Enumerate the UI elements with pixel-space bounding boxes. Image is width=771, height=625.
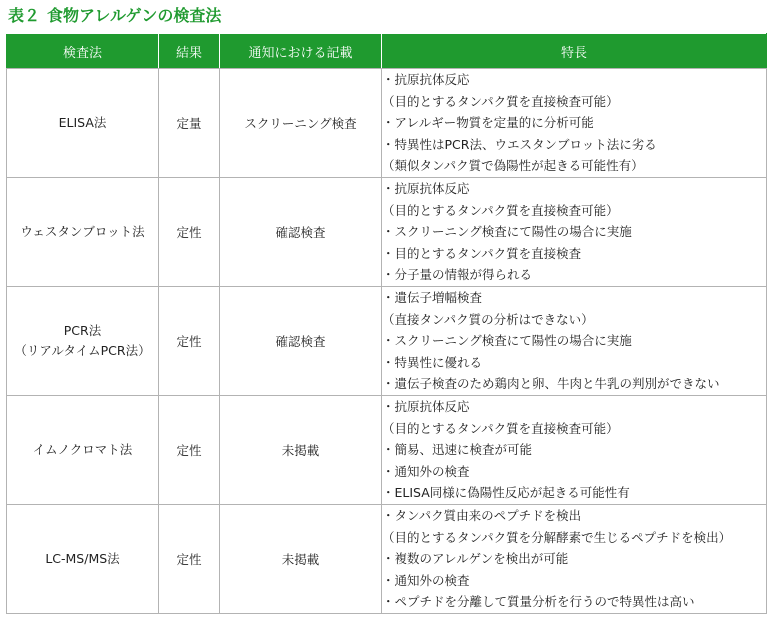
feature-item: ・分子量の情報が得られる xyxy=(382,267,533,283)
feature-item: ・スクリーニング検査にて陽性の場合に実施 xyxy=(382,333,632,349)
notice-cell: 確認検査 xyxy=(220,287,382,396)
table-title xyxy=(8,3,221,29)
feature-item: ・タンパク質由来のペプチドを検出 xyxy=(382,508,582,524)
features-cell xyxy=(382,178,767,287)
header-row xyxy=(7,34,767,69)
feature-item: （直接タンパク質の分析はできない） xyxy=(382,311,594,327)
notice-cell: スクリーニング検査 xyxy=(220,69,382,178)
feature-item: （目的とするタンパク質を直接検査可能） xyxy=(382,202,619,218)
table-title-text: 食物アレルゲンの検査法 xyxy=(47,6,222,25)
feature-item: ・目的とするタンパク質を直接検査 xyxy=(382,245,582,261)
feature-item: （目的とするタンパク質を分解酵素で生じるペプチドを検出） xyxy=(382,529,732,545)
method-cell xyxy=(7,178,159,287)
features-cell xyxy=(382,287,767,396)
method-cell xyxy=(7,396,159,505)
feature-item: ・抗原抗体反応 xyxy=(382,181,470,197)
method-name: イムノクロマト法 xyxy=(32,442,133,457)
feature-item: ・複数のアレルゲンを検出が可能 xyxy=(382,551,569,567)
table-number: 表２ xyxy=(8,6,41,25)
feature-item: ・特異性に優れる xyxy=(382,354,483,370)
result-cell: 定量 xyxy=(159,69,220,178)
notice-cell: 未掲載 xyxy=(220,505,382,614)
feature-item: ・通知外の検査 xyxy=(382,572,470,588)
feature-item: （目的とするタンパク質を直接検査可能） xyxy=(382,93,619,109)
table-row xyxy=(7,505,767,614)
features-cell xyxy=(382,69,767,178)
feature-item: （目的とするタンパク質を直接検査可能） xyxy=(382,420,619,436)
features-list xyxy=(382,287,766,395)
result-cell: 定性 xyxy=(159,287,220,396)
feature-item: ・通知外の検査 xyxy=(382,463,470,479)
table-row xyxy=(7,178,767,287)
feature-item: ・遺伝子増幅検査 xyxy=(382,290,483,306)
notice-cell: 未掲載 xyxy=(220,396,382,505)
method-subname: （リアルタイムPCR法） xyxy=(14,343,151,358)
header-result: 結果 xyxy=(159,34,220,69)
feature-item: ・ELISA同様に偽陽性反応が起きる可能性有 xyxy=(382,485,630,501)
feature-item: ・ペプチドを分離して質量分析を行うので特異性は高い xyxy=(382,594,695,610)
feature-item: （類似タンパク質で偽陽性が起きる可能性有） xyxy=(382,158,644,174)
notice-cell: 確認検査 xyxy=(220,178,382,287)
feature-item: ・特異性はPCR法、ウエスタンブロット法に劣る xyxy=(382,136,657,152)
features-list xyxy=(382,505,766,613)
result-cell: 定性 xyxy=(159,396,220,505)
feature-item: ・簡易、迅速に検査が可能 xyxy=(382,442,533,458)
method-name: LC-MS/MS法 xyxy=(45,551,120,566)
feature-item: ・スクリーニング検査にて陽性の場合に実施 xyxy=(382,224,632,240)
allergen-test-table xyxy=(6,33,767,614)
method-cell xyxy=(7,69,159,178)
method-name: ELISA法 xyxy=(58,115,107,130)
feature-item: ・遺伝子検査のため鶏肉と卵、牛肉と牛乳の判別ができない xyxy=(382,376,720,392)
table-row xyxy=(7,287,767,396)
feature-item: ・アレルギー物質を定量的に分析可能 xyxy=(382,115,594,131)
features-cell xyxy=(382,505,767,614)
table-header xyxy=(7,34,767,69)
features-list xyxy=(382,69,766,177)
feature-item: ・抗原抗体反応 xyxy=(382,399,470,415)
method-cell xyxy=(7,505,159,614)
header-method: 検査法 xyxy=(7,34,159,69)
features-list xyxy=(382,396,766,504)
method-name: PCR法 xyxy=(63,323,102,338)
feature-item: ・抗原抗体反応 xyxy=(382,72,470,88)
result-cell: 定性 xyxy=(159,178,220,287)
result-cell: 定性 xyxy=(159,505,220,614)
method-name: ウェスタンブロット法 xyxy=(20,224,145,239)
header-notice: 通知における記載 xyxy=(220,34,382,69)
features-list xyxy=(382,178,766,286)
features-cell xyxy=(382,396,767,505)
table-row xyxy=(7,396,767,505)
table-body xyxy=(7,69,767,614)
table-row xyxy=(7,69,767,178)
method-cell xyxy=(7,287,159,396)
header-features: 特長 xyxy=(382,34,767,69)
